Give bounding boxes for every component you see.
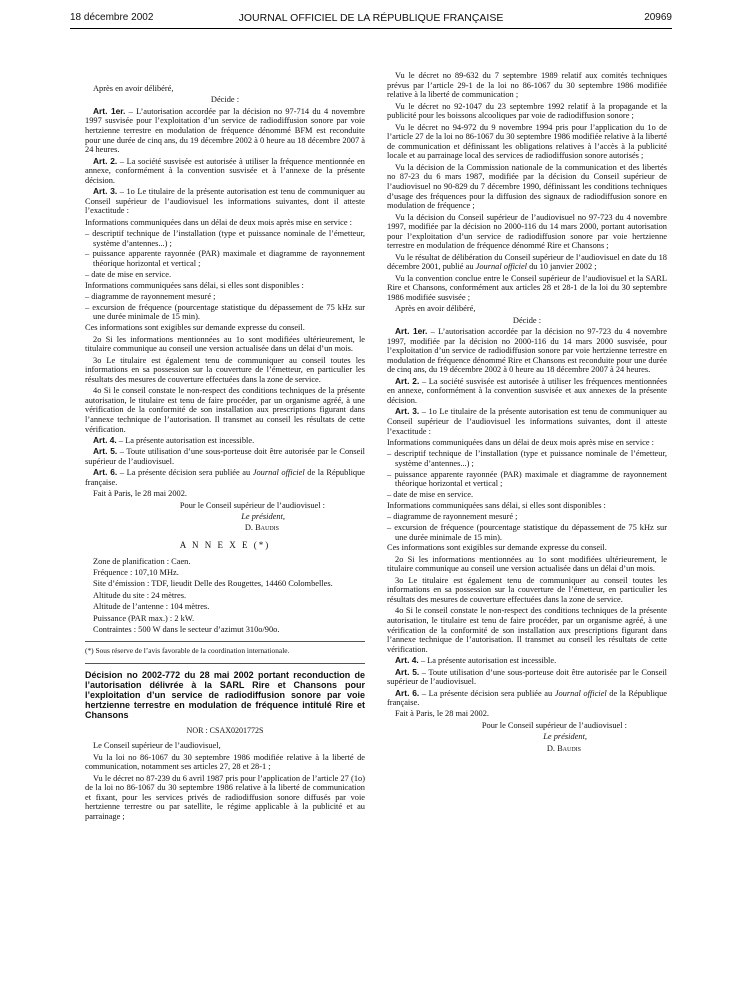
list-item: – descriptif technique de l’installation (type et puissance nominale de l’émetteur, système d’antennes...) ; [85, 229, 365, 248]
president-title: Le président, [241, 512, 285, 522]
article-5 [387, 668, 667, 687]
article-1 [85, 107, 365, 155]
header-date: 18 décembre 2002 [70, 12, 154, 23]
article-6 [85, 468, 365, 487]
article-text: – La société susvisée est autorisée à utiliser la fréquence mentionnée en annexe, conformément à la convention susvisée et à l’annexe de la présente décision. [85, 156, 365, 185]
annexe-title: A N N E X E (*) [179, 540, 271, 551]
annexe-line: Zone de planification : Caen. [93, 556, 191, 566]
article-1 [387, 327, 667, 375]
header-rule [70, 28, 672, 29]
paragraph-3: 3o Le titulaire est également tenu de communiquer au conseil toutes les informations en sa possession sur la couverture de l’émetteur, en particulier les résultats des mesures de couverture effectuées dans la zone de service. [85, 355, 365, 384]
article-label: Art. 2. [93, 155, 118, 166]
paragraph-4: 4o Si le conseil constate le non-respect des conditions techniques de la présente autorisation, le titulaire est tenu de faire procéder, par un organisme agréé, à une vérification de la conformité de son installation aux prescriptions figurant dans l’annexe technique de l’autorisation. Il transmet au conseil les résultats de cette vérification. [387, 606, 667, 654]
signature: D. Baudis [244, 523, 279, 533]
info-sans-delai: Informations communiquées sans délai, si elles sont disponibles : [387, 500, 606, 510]
visa: Vu la décision du Conseil supérieur de l’audiovisuel no 97-723 du 4 novembre 1997, modifiée par la décision no 2000-116 du 14 mars 2000, portant autorisation pour l’exploitation d’un service de radiodiffusion sonore par voie hertzienne terrestre en modulation de fréquence dénommé Rire et Chansons ; [387, 212, 667, 251]
footnote: (*) Sous réserve de l’avis favorable de la coordination internationale. [85, 641, 365, 655]
article-label: Art. 4. [395, 655, 419, 666]
article-text: – L’autorisation accordée par la décision no 97-714 du 4 novembre 1997 susvisée pour l’exploitation d’un service de radiodiffusion sonore par voie hertzienne terrestre en modulation de fréquence dénommé BFM est reconduite pour une durée de cinq ans, du 19 décembre 2002 à 0 heure au 18 décembre 2007 à 24 heures. [85, 106, 365, 155]
article-2 [387, 377, 667, 406]
list-item: – diagramme de rayonnement mesuré ; [85, 292, 216, 302]
visa: Vu la convention conclue entre le Conseil supérieur de l’audiovisuel et la SARL Rire et Chansons, conformément aux articles 28 et 28-1 de la loi du 30 septembre 1986 modifiée susvisée ; [387, 273, 667, 302]
annexe-line: Puissance (PAR max.) : 2 kW. [93, 613, 195, 623]
article-text: – 1o Le titulaire de la présente autorisation est tenu de communiquer au Conseil supérieur de l’audiovisuel les informations suivantes, dont il atteste l’exactitude : [85, 187, 365, 216]
list-item: – puissance apparente rayonnée (PAR) maximale et diagramme de rayonnement théorique horizontal et vertical ; [85, 249, 365, 269]
header-page-number: 20969 [644, 12, 672, 23]
visa: Vu le décret no 94-972 du 9 novembre 1994 pris pour l’application du 1o de l’article 27 de la loi no 86-1067 du 30 septembre 1986 modifiée relative à la liberté de communication et définissant les obligations relatives à l’accès à la publicité locale et au parrainage local des services de radiodiffusion sonore autorisés ; [387, 122, 667, 161]
article-text: – L’autorisation accordée par la décision no 97-723 du 4 novembre 1997, modifiée par la décision no 2000-116 du 14 mars 2000 susvisée, pour l’exploitation d’un service de radiodiffusion sonore par voie hertzienne terrestre en modulation de fréquence dénommé Rire et Chansons est reconduite pour une durée de cinq ans, du 19 décembre 2002 à 0 heure au 18 décembre 2007 à 24 heures. [387, 327, 667, 375]
fait-a-paris: Fait à Paris, le 28 mai 2002. [395, 709, 489, 719]
article-text: – La présente autorisation est incessible. [116, 435, 255, 445]
paragraph-3: 3o Le titulaire est également tenu de communiquer au conseil toutes les informations en sa possession sur la couverture de l’émetteur, en particulier les résultats des mesures de couverture effectuées dans la zone de service. [387, 575, 667, 604]
article-text: – La présente décision sera publiée au [419, 688, 555, 698]
article-label: Art. 1er. [93, 105, 126, 116]
article-3 [85, 187, 365, 216]
visa: Vu le décret no 89-632 du 7 septembre 1989 relatif aux comités techniques prévus par l’article 29-1 de la loi no 86-1067 du 30 septembre 1986 modifiée relative à la liberté de communication ; [387, 71, 667, 100]
visa-text: Vu le résultat de délibération du Conseil supérieur de l’audiovisuel en date du 18 décembre 2001, publié au [387, 252, 667, 272]
annexe-line: Altitude du site : 24 mètres. [93, 590, 187, 600]
visa: Vu le décret no 87-239 du 6 avril 1987 pris pour l’application de l’article 27 (1o) de la loi no 86-1067 du 30 septembre 1986 relative à la liberté de communication et fixant, pour les services privés de radiodiffusion sonore diffusés par voie hertzienne terrestre ou par satellite, le régime applicable à la publicité et au parrainage ; [85, 773, 365, 821]
article-label: Art. 1er. [395, 326, 428, 337]
info-delai: Informations communiquées dans un délai de deux mois après mise en service : [85, 217, 352, 227]
visa: Vu la loi no 86-1067 du 30 septembre 1986 modifiée relative à la liberté de communication, notamment ses articles 27, 28 et 28-1 ; [85, 752, 365, 772]
journal-officiel-ref: Journal officiel [554, 688, 607, 698]
visa [387, 253, 667, 272]
article-text: – Toute utilisation d’une sous-porteuse doit être autorisée par le Conseil supérieur de l’audiovisuel. [85, 447, 365, 466]
article-label: Art. 6. [395, 687, 420, 698]
info-delai: Informations communiquées dans un délai de deux mois après mise en service : [387, 437, 654, 447]
annexe-line: Site d’émission : TDF, lieudit Delle des Rougettes, 14460 Colombelles. [93, 579, 333, 589]
apres-deliberation: Après en avoir délibéré, [395, 304, 476, 314]
article-5 [85, 447, 365, 466]
president-title: Le président, [543, 732, 587, 742]
section-divider [85, 663, 365, 664]
pour-le-conseil: Pour le Conseil supérieur de l’audiovisuel : [481, 720, 627, 730]
article-text: de la République française. [85, 468, 366, 487]
list-item: – descriptif technique de l’installation (type et puissance nominale de l’émetteur, système d’antennes...) ; [387, 449, 667, 468]
annexe-line: Contraintes : 500 W dans le secteur d’azimut 310o/90o. [93, 624, 280, 634]
conseil-intro: Le Conseil supérieur de l’audiovisuel, [93, 741, 221, 751]
article-text: de la République française. [387, 688, 668, 708]
visa-text: du 10 janvier 2002 ; [527, 262, 597, 272]
fait-a-paris: Fait à Paris, le 28 mai 2002. [93, 489, 187, 499]
article-label: Art. 3. [93, 186, 118, 197]
list-item: – excursion de fréquence (pourcentage statistique du dépassement de 75 kHz sur une durée minimale de 15 min). [85, 302, 365, 322]
apres-deliberation: Après en avoir délibéré, [93, 84, 174, 93]
article-6 [387, 689, 667, 708]
exigibles: Ces informations sont exigibles sur demande expresse du conseil. [85, 323, 305, 333]
article-label: Art. 2. [395, 375, 420, 386]
nor-reference: NOR : CSAX0201772S [186, 725, 264, 735]
signature: D. Baudis [546, 743, 581, 753]
pour-le-conseil: Pour le Conseil supérieur de l’audiovisuel : [179, 500, 325, 510]
list-item: – date de mise en service. [85, 269, 172, 279]
article-label: Art. 6. [93, 467, 118, 478]
article-3 [387, 407, 667, 436]
visa: Vu le décret no 92-1047 du 23 septembre 1992 relatif à la propagande et la publicité pour les boissons alcooliques par voie de radiodiffusion sonore ; [387, 101, 667, 121]
paragraph-4: 4o Si le conseil constate le non-respect des conditions techniques de la présente autorisation, le titulaire est tenu de faire procéder, par un organisme agréé, à une vérification de la conformité de son installation aux prescriptions figurant dans l’annexe technique de l’autorisation. Il transmet au conseil les résultats de cette vérification. [85, 386, 365, 434]
journal-officiel-ref: Journal officiel [475, 262, 528, 272]
header-journal-title: JOURNAL OFFICIEL DE LA RÉPUBLIQUE FRANÇAISE [238, 12, 504, 24]
paragraph-2: 2o Si les informations mentionnées au 1o sont modifiées ultérieurement, le titulaire communique au conseil une version actualisée dans un délai d’un mois. [387, 554, 667, 574]
article-text: – La présente décision sera publiée au [117, 468, 253, 478]
list-item: – excursion de fréquence (pourcentage statistique du dépassement de 75 kHz sur une durée minimale de 15 min). [387, 523, 667, 542]
left-column [85, 84, 365, 823]
list-item: – date de mise en service. [387, 490, 474, 500]
article-label: Art. 5. [395, 666, 420, 677]
article-text: – Toute utilisation d’une sous-porteuse doit être autorisée par le Conseil supérieur de l’audiovisuel. [387, 667, 667, 687]
article-text: – La société susvisée est autorisée à utiliser les fréquences mentionnées en annexe, conformément à la convention susvisée et aux annexes de la présente décision. [387, 376, 667, 405]
article-4 [387, 656, 667, 666]
visa: Vu la décision de la Commission nationale de la communication et des libertés no 87-23 du 6 mars 1987, modifiée par la décision du Conseil supérieur de l’audiovisuel no 90-829 du 7 décembre 1990, définissant les conditions techniques d’usage des fréquences pour la diffusion des signaux de radiodiffusion sonore en modulation de fréquence ; [387, 162, 667, 211]
decide-heading: Décide : [512, 315, 542, 325]
list-item: – puissance apparente rayonnée (PAR) maximale et diagramme de rayonnement théorique horizontal et vertical ; [387, 469, 667, 489]
article-2 [85, 157, 365, 186]
article-label: Art. 4. [93, 434, 117, 445]
right-column [387, 71, 667, 755]
annexe-line: Fréquence : 107,10 MHz. [93, 568, 179, 577]
article-text: – La présente autorisation est incessible. [418, 656, 557, 666]
article-text: – 1o Le titulaire de la présente autorisation est tenu de communiquer au Conseil supérieur de l’audiovisuel les informations suivantes, dont il atteste l’exactitude : [387, 407, 667, 436]
journal-officiel-ref: Journal officiel [252, 468, 305, 478]
article-label: Art. 3. [395, 406, 420, 417]
paragraph-2: 2o Si les informations mentionnées au 1o sont modifiées ultérieurement, le titulaire communique au conseil une version actualisée dans un délai d’un mois. [85, 334, 365, 354]
article-4 [85, 436, 365, 446]
info-sans-delai: Informations communiquées sans délai, si elles sont disponibles : [85, 280, 304, 290]
exigibles: Ces informations sont exigibles sur demande expresse du conseil. [387, 543, 607, 553]
decide-heading: Décide : [210, 95, 240, 105]
article-label: Art. 5. [93, 446, 118, 457]
page-header [70, 12, 672, 28]
annexe-line: Altitude de l’antenne : 104 mètres. [93, 602, 210, 612]
decision-title: Décision no 2002-772 du 28 mai 2002 portant reconduction de l’autorisation délivrée à la SARL Rire et Chansons pour l’exploitation d’un service de radiodiffusion sonore par voie hertzienne terrestre en modulation de fréquence intitulé Rire et Chansons [85, 669, 365, 720]
list-item: – diagramme de rayonnement mesuré ; [387, 512, 518, 522]
